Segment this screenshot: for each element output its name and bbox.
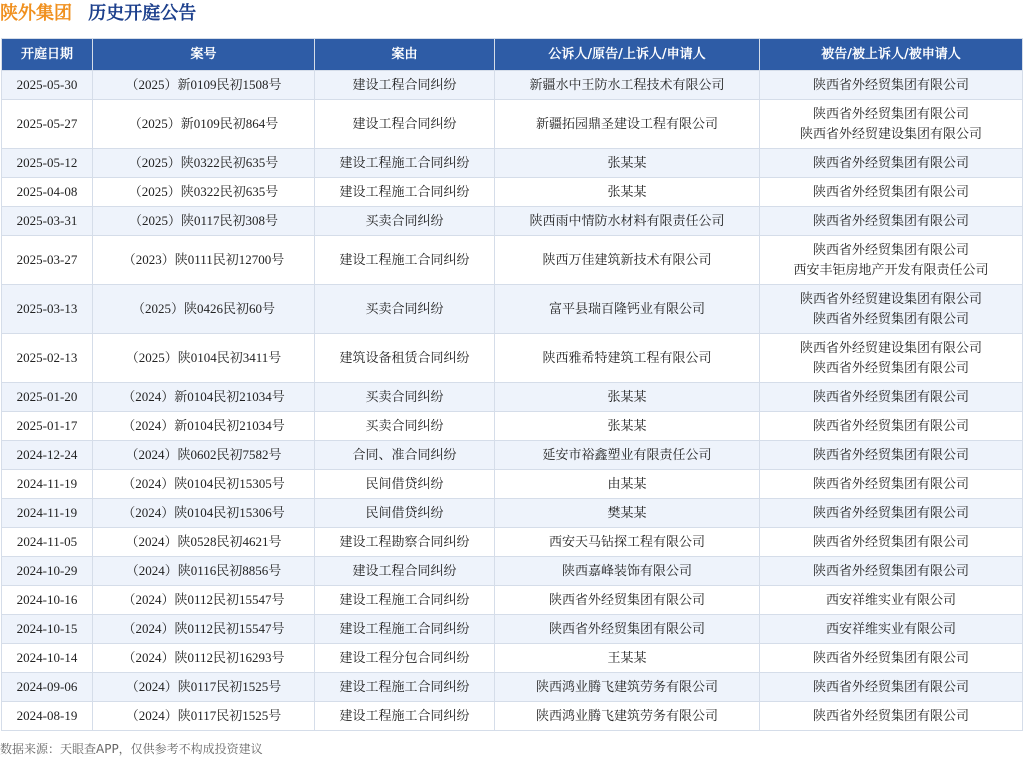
defendant-cell — [760, 586, 1023, 615]
plaintiff-cell — [495, 383, 760, 412]
cause-cell: 建设工程施工合同纠纷 — [315, 149, 495, 178]
case-number-cell: （2025）新0109民初1508号 — [93, 71, 315, 100]
plaintiff-name: 张某某 — [607, 418, 647, 433]
plaintiff-cell — [495, 334, 760, 383]
table-row — [2, 178, 1023, 207]
data-source-note: 数据来源：天眼查APP，仅供参考不构成投资建议 — [0, 742, 263, 756]
table-row — [2, 71, 1023, 100]
table-row — [2, 644, 1023, 673]
plaintiff-cell — [495, 557, 760, 586]
case-number-cell: （2024）陕0104民初15305号 — [93, 470, 315, 499]
case-number-cell: （2024）陕0602民初7582号 — [93, 441, 315, 470]
table-row — [2, 615, 1023, 644]
cause-cell: 建设工程合同纠纷 — [315, 71, 495, 100]
case-number-cell: （2025）陕0104民初3411号 — [93, 334, 315, 383]
defendant-cell — [760, 207, 1023, 236]
plaintiff-cell — [495, 412, 760, 441]
case-number-cell: （2024）陕0117民初1525号 — [93, 673, 315, 702]
case-number-cell: （2025）陕0117民初308号 — [93, 207, 315, 236]
title-bar — [0, 0, 1024, 30]
defendant-cell — [760, 615, 1023, 644]
defendant-cell — [760, 236, 1023, 285]
defendant-name: 陕西省外经贸集团有限公司 — [812, 184, 969, 199]
cause-cell: 买卖合同纠纷 — [315, 412, 495, 441]
table-row — [2, 499, 1023, 528]
cause-cell: 建设工程分包合同纠纷 — [315, 644, 495, 673]
defendant-cell — [760, 644, 1023, 673]
plaintiff-name: 富平县瑞百隆钙业有限公司 — [548, 301, 705, 316]
case-number-cell: （2024）陕0116民初8856号 — [93, 557, 315, 586]
defendant-name: 陕西省外经贸集团有限公司 — [812, 106, 969, 121]
cause-cell: 建设工程施工合同纠纷 — [315, 702, 495, 731]
date-cell: 2024-11-19 — [2, 499, 93, 528]
page-title: 历史开庭公告 — [88, 3, 197, 24]
court-announcement-table — [1, 38, 1022, 731]
defendant-name: 陕西省外经贸集团有限公司 — [812, 360, 969, 375]
case-number-cell: （2025）陕0322民初635号 — [93, 178, 315, 207]
defendant-name: 陕西省外经贸集团有限公司 — [812, 476, 969, 491]
defendant-name: 西安祥维实业有限公司 — [825, 621, 956, 636]
table-row — [2, 412, 1023, 441]
defendant-cell — [760, 412, 1023, 441]
plaintiff-cell — [495, 285, 760, 334]
defendant-name: 陕西省外经贸集团有限公司 — [812, 213, 969, 228]
defendant-cell — [760, 178, 1023, 207]
plaintiff-name: 王某某 — [607, 650, 647, 665]
case-number-cell: （2024）新0104民初21034号 — [93, 383, 315, 412]
defendant-cell — [760, 71, 1023, 100]
column-header-cause: 案由 — [315, 39, 495, 71]
case-number-cell: （2024）陕0528民初4621号 — [93, 528, 315, 557]
date-cell: 2024-12-24 — [2, 441, 93, 470]
cause-cell: 建设工程勘察合同纠纷 — [315, 528, 495, 557]
table-row — [2, 441, 1023, 470]
defendant-cell — [760, 441, 1023, 470]
plaintiff-name: 陕西鸿业腾飞建筑劳务有限公司 — [535, 679, 718, 694]
defendant-name: 陕西省外经贸建设集团有限公司 — [799, 126, 982, 141]
plaintiff-cell — [495, 441, 760, 470]
defendant-cell — [760, 383, 1023, 412]
defendant-name: 陕西省外经贸集团有限公司 — [812, 679, 969, 694]
table-row — [2, 383, 1023, 412]
defendant-cell — [760, 334, 1023, 383]
defendant-name: 西安丰钜房地产开发有限责任公司 — [793, 262, 989, 277]
date-cell: 2025-03-13 — [2, 285, 93, 334]
defendant-name: 陕西省外经贸集团有限公司 — [812, 650, 969, 665]
defendant-cell — [760, 499, 1023, 528]
cause-cell: 建筑设备租赁合同纠纷 — [315, 334, 495, 383]
table-row — [2, 586, 1023, 615]
date-cell: 2025-05-30 — [2, 71, 93, 100]
defendant-name: 陕西省外经贸建设集团有限公司 — [799, 291, 982, 306]
defendant-name: 陕西省外经贸集团有限公司 — [812, 447, 969, 462]
plaintiff-name: 陕西嘉峰装饰有限公司 — [561, 563, 692, 578]
date-cell: 2025-02-13 — [2, 334, 93, 383]
cause-cell: 建设工程合同纠纷 — [315, 557, 495, 586]
plaintiff-cell — [495, 673, 760, 702]
defendant-name: 陕西省外经贸集团有限公司 — [812, 389, 969, 404]
defendant-name: 陕西省外经贸集团有限公司 — [812, 505, 969, 520]
date-cell: 2025-05-12 — [2, 149, 93, 178]
date-cell: 2024-10-15 — [2, 615, 93, 644]
plaintiff-cell — [495, 207, 760, 236]
defendant-cell — [760, 470, 1023, 499]
column-header-plaintiff: 公诉人/原告/上诉人/申请人 — [495, 39, 760, 71]
plaintiff-cell — [495, 470, 760, 499]
defendant-name: 陕西省外经贸集团有限公司 — [812, 242, 969, 257]
defendant-cell — [760, 285, 1023, 334]
cause-cell: 建设工程施工合同纠纷 — [315, 236, 495, 285]
cause-cell: 合同、准合同纠纷 — [315, 441, 495, 470]
date-cell: 2025-05-27 — [2, 100, 93, 149]
cause-cell: 买卖合同纠纷 — [315, 207, 495, 236]
plaintiff-cell — [495, 644, 760, 673]
date-cell: 2025-03-27 — [2, 236, 93, 285]
table-row — [2, 673, 1023, 702]
plaintiff-name: 张某某 — [607, 155, 647, 170]
defendant-cell — [760, 528, 1023, 557]
plaintiff-name: 陕西省外经贸集团有限公司 — [548, 621, 705, 636]
table-row — [2, 557, 1023, 586]
column-header-case-number: 案号 — [93, 39, 315, 71]
cause-cell: 建设工程合同纠纷 — [315, 100, 495, 149]
table-body — [2, 71, 1023, 731]
cause-cell: 民间借贷纠纷 — [315, 470, 495, 499]
defendant-name: 西安祥维实业有限公司 — [825, 592, 956, 607]
plaintiff-cell — [495, 236, 760, 285]
table-row — [2, 207, 1023, 236]
cause-cell: 买卖合同纠纷 — [315, 285, 495, 334]
date-cell: 2024-11-19 — [2, 470, 93, 499]
plaintiff-cell — [495, 178, 760, 207]
table-row — [2, 236, 1023, 285]
table-header — [2, 39, 1023, 71]
announcement-table — [1, 38, 1023, 731]
table-row — [2, 285, 1023, 334]
defendant-name: 陕西省外经贸集团有限公司 — [812, 708, 969, 723]
table-header-row — [2, 39, 1023, 71]
date-cell: 2025-01-20 — [2, 383, 93, 412]
case-number-cell: （2024）陕0112民初16293号 — [93, 644, 315, 673]
table-row — [2, 528, 1023, 557]
cause-cell: 建设工程施工合同纠纷 — [315, 586, 495, 615]
case-number-cell: （2024）陕0112民初15547号 — [93, 586, 315, 615]
cause-cell: 建设工程施工合同纠纷 — [315, 673, 495, 702]
plaintiff-cell — [495, 149, 760, 178]
date-cell: 2025-04-08 — [2, 178, 93, 207]
case-number-cell: （2024）陕0104民初15306号 — [93, 499, 315, 528]
defendant-cell — [760, 149, 1023, 178]
plaintiff-name: 陕西万佳建筑新技术有限公司 — [542, 252, 712, 267]
date-cell: 2024-08-19 — [2, 702, 93, 731]
defendant-name: 陕西省外经贸集团有限公司 — [812, 418, 969, 433]
plaintiff-cell — [495, 499, 760, 528]
case-number-cell: （2025）陕0426民初60号 — [93, 285, 315, 334]
table-row — [2, 470, 1023, 499]
plaintiff-name: 陕西鸿业腾飞建筑劳务有限公司 — [535, 708, 718, 723]
plaintiff-name: 延安市裕鑫塑业有限责任公司 — [542, 447, 712, 462]
cause-cell: 买卖合同纠纷 — [315, 383, 495, 412]
plaintiff-cell — [495, 100, 760, 149]
date-cell: 2024-10-16 — [2, 586, 93, 615]
column-header-date: 开庭日期 — [2, 39, 93, 71]
plaintiff-name: 新疆水中王防水工程技术有限公司 — [529, 77, 725, 92]
table-row — [2, 334, 1023, 383]
defendant-name: 陕西省外经贸集团有限公司 — [812, 311, 969, 326]
plaintiff-name: 新疆拓园鼎圣建设工程有限公司 — [535, 116, 718, 131]
brand-name: 陕外集团 — [0, 3, 72, 24]
date-cell: 2024-09-06 — [2, 673, 93, 702]
cause-cell: 民间借贷纠纷 — [315, 499, 495, 528]
date-cell: 2024-10-29 — [2, 557, 93, 586]
table-row — [2, 702, 1023, 731]
column-header-defendant: 被告/被上诉人/被申请人 — [760, 39, 1023, 71]
case-number-cell: （2023）陕0111民初12700号 — [93, 236, 315, 285]
date-cell: 2024-11-05 — [2, 528, 93, 557]
plaintiff-name: 陕西省外经贸集团有限公司 — [548, 592, 705, 607]
plaintiff-cell — [495, 71, 760, 100]
cause-cell: 建设工程施工合同纠纷 — [315, 615, 495, 644]
table-row — [2, 149, 1023, 178]
case-number-cell: （2025）新0109民初864号 — [93, 100, 315, 149]
plaintiff-name: 陕西雨中情防水材料有限责任公司 — [529, 213, 725, 228]
plaintiff-name: 由某某 — [607, 476, 647, 491]
date-cell: 2024-10-14 — [2, 644, 93, 673]
plaintiff-name: 樊某某 — [607, 505, 647, 520]
defendant-name: 陕西省外经贸集团有限公司 — [812, 563, 969, 578]
defendant-cell — [760, 100, 1023, 149]
defendant-cell — [760, 557, 1023, 586]
plaintiff-name: 张某某 — [607, 184, 647, 199]
defendant-name: 陕西省外经贸建设集团有限公司 — [799, 340, 982, 355]
case-number-cell: （2024）陕0117民初1525号 — [93, 702, 315, 731]
defendant-name: 陕西省外经贸集团有限公司 — [812, 77, 969, 92]
case-number-cell: （2024）陕0112民初15547号 — [93, 615, 315, 644]
plaintiff-cell — [495, 615, 760, 644]
defendant-cell — [760, 702, 1023, 731]
defendant-name: 陕西省外经贸集团有限公司 — [812, 155, 969, 170]
defendant-cell — [760, 673, 1023, 702]
cause-cell: 建设工程施工合同纠纷 — [315, 178, 495, 207]
case-number-cell: （2025）陕0322民初635号 — [93, 149, 315, 178]
plaintiff-name: 西安天马钻探工程有限公司 — [548, 534, 705, 549]
plaintiff-name: 陕西雅希特建筑工程有限公司 — [542, 350, 712, 365]
defendant-name: 陕西省外经贸集团有限公司 — [812, 534, 969, 549]
date-cell: 2025-01-17 — [2, 412, 93, 441]
plaintiff-cell — [495, 528, 760, 557]
plaintiff-cell — [495, 586, 760, 615]
table-row — [2, 100, 1023, 149]
case-number-cell: （2024）新0104民初21034号 — [93, 412, 315, 441]
plaintiff-cell — [495, 702, 760, 731]
date-cell: 2025-03-31 — [2, 207, 93, 236]
plaintiff-name: 张某某 — [607, 389, 647, 404]
